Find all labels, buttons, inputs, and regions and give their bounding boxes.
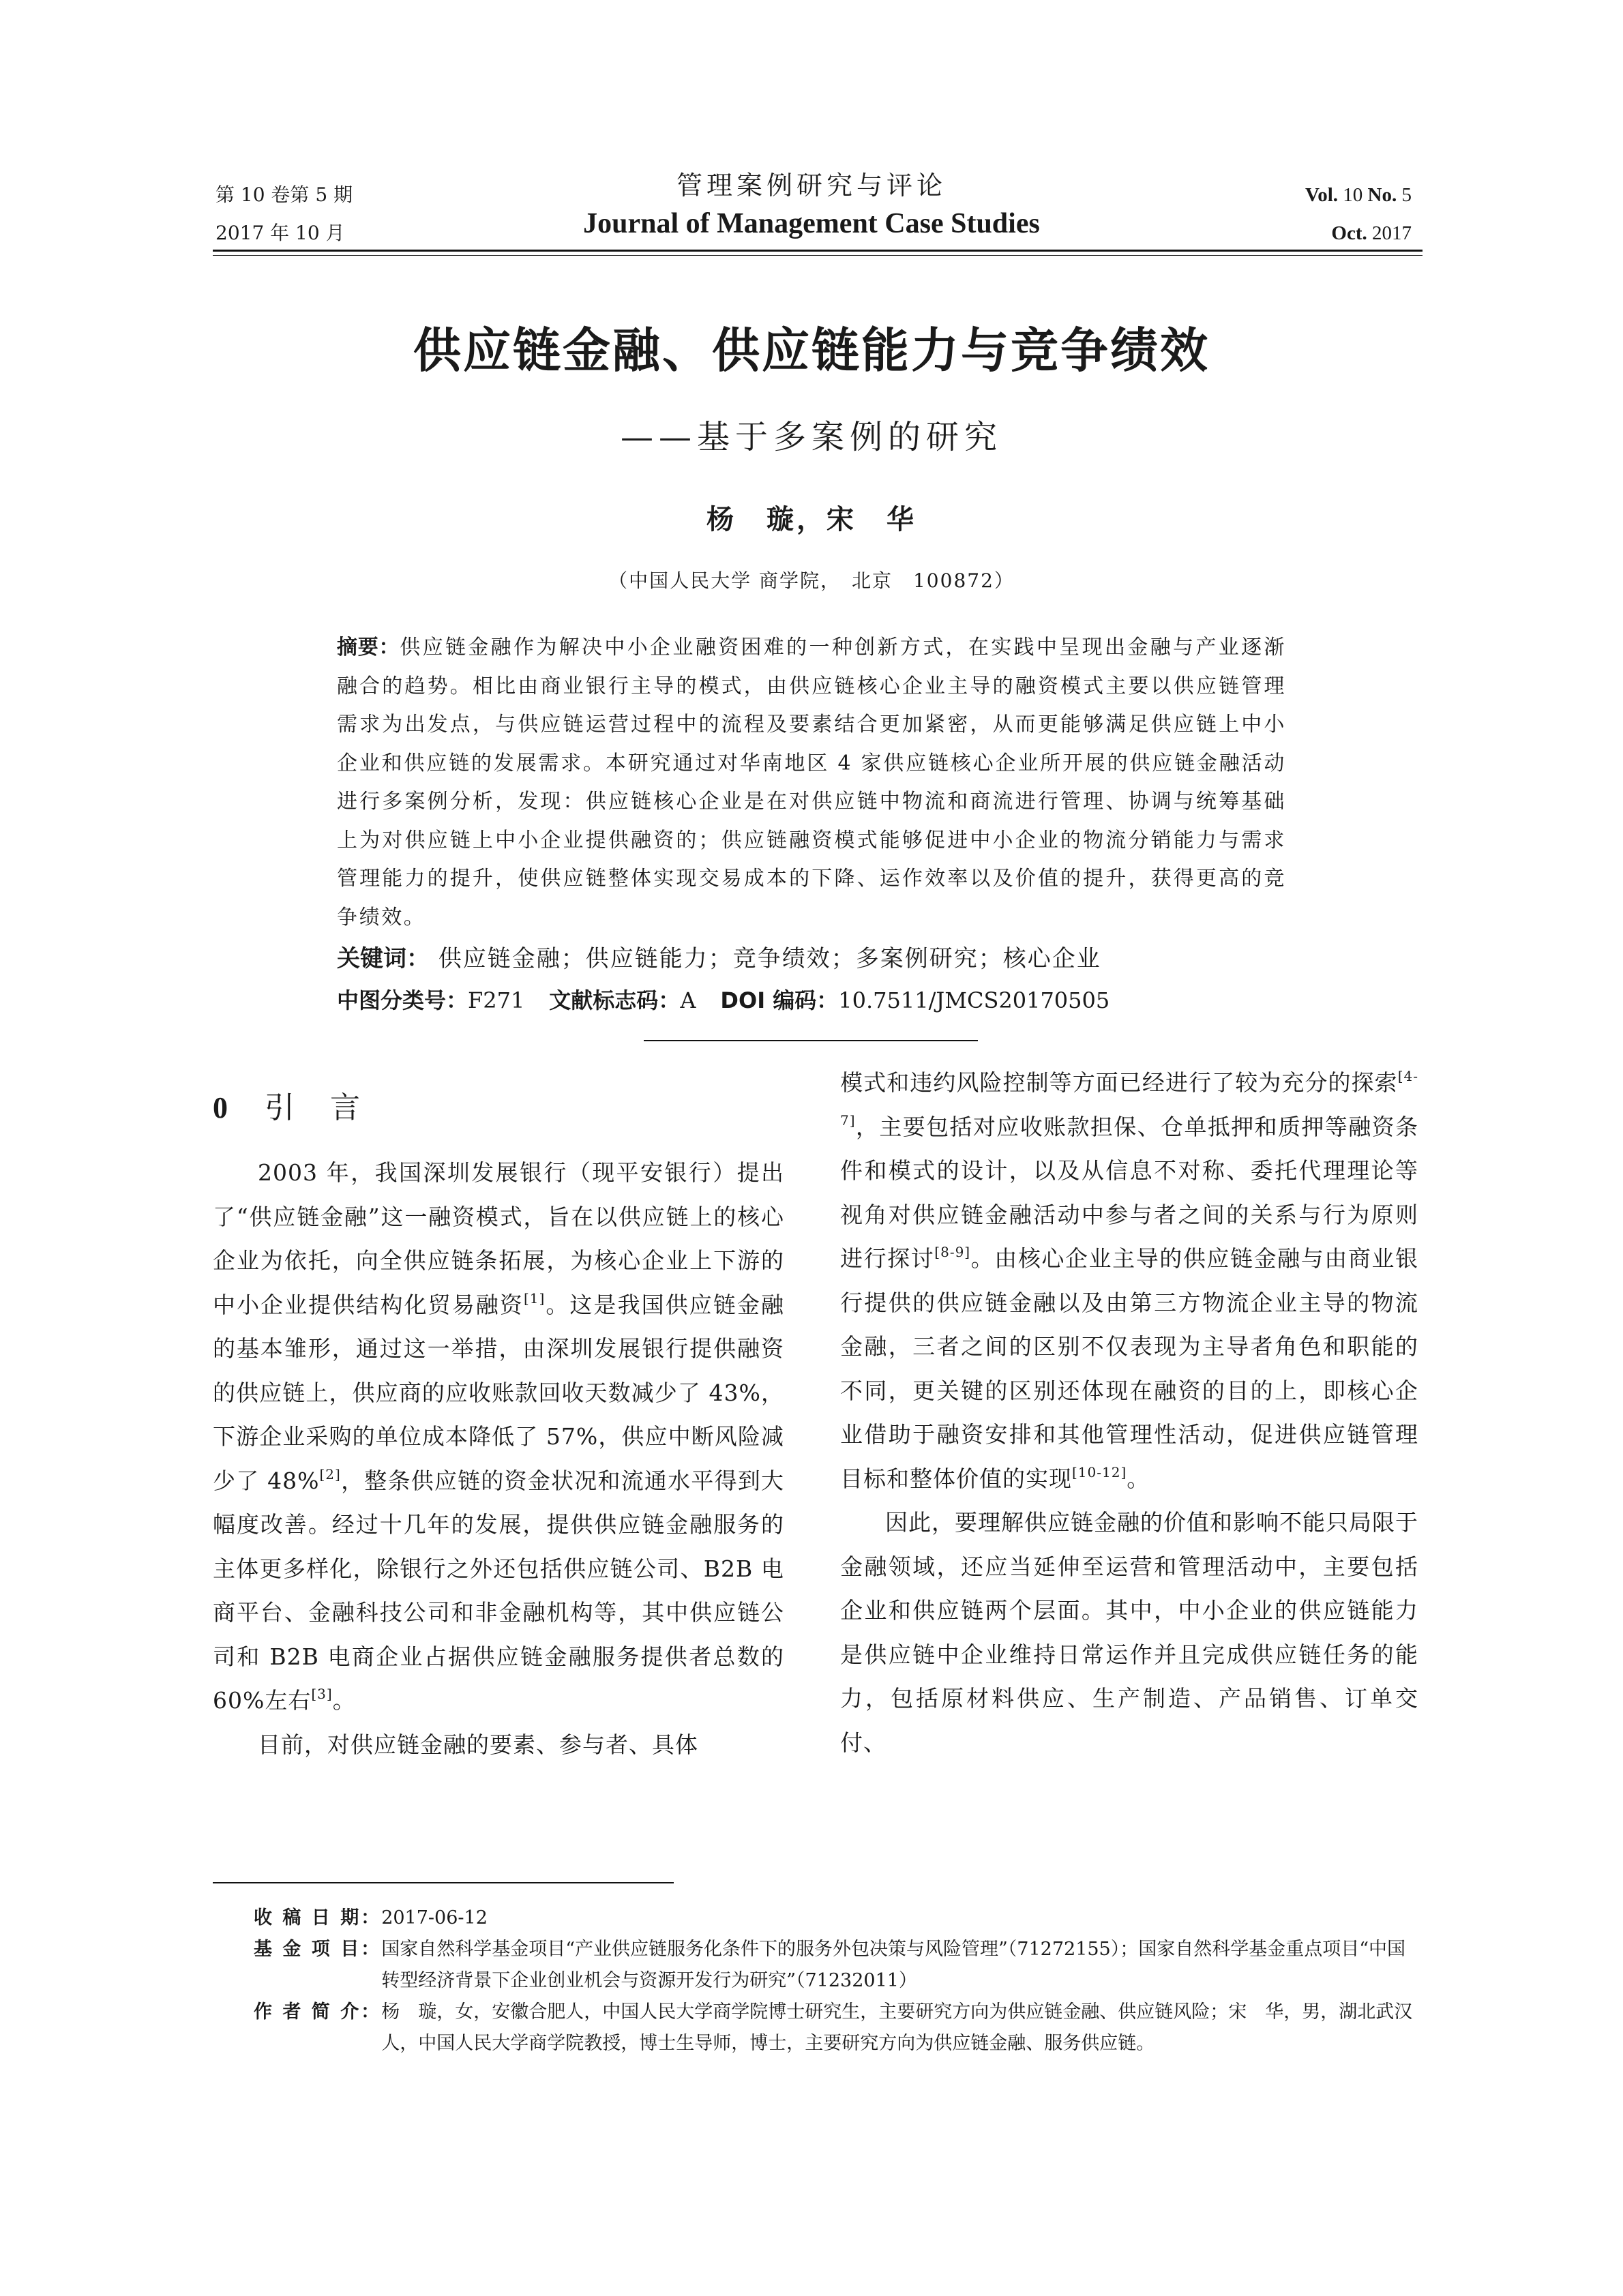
classification-line [337, 983, 1286, 1015]
journal-name-en: Journal of Management Case Studies [583, 208, 1040, 239]
clc-value: F271 [468, 987, 525, 1013]
keywords-text: 供应链金融；供应链能力；竞争绩效；多案例研究；核心企业 [438, 945, 1101, 972]
section-heading [213, 1083, 363, 1127]
doccode-label: 文献标志码： [549, 987, 681, 1013]
vol-number: 10 [1343, 184, 1363, 206]
text-run: 。这是我国供应链金融的基本雏形，通过这一举措，由深圳发展银行提供融资的供应链上，供应商的应收账款回收天数减少了 43%，下游企业采购的单位成本降低了 57%，供应中断风险减少了 48% [213, 1291, 785, 1494]
doi-label: DOI 编码： [720, 987, 839, 1013]
author-bio-label: 作 者 简 介： [254, 2001, 382, 2023]
section-title: 引 言 [265, 1090, 363, 1125]
abstract-divider [644, 1040, 978, 1041]
body-column-left [213, 1151, 784, 1767]
paragraph: 目前，对供应链金融的要素、参与者、具体 [258, 1731, 698, 1758]
footnote-received [254, 1903, 1420, 1934]
citation-ref: [4-7] [840, 1068, 1418, 1129]
text-run: 模式和违约风险控制等方面已经进行了较为充分的探索 [840, 1069, 1398, 1096]
text-run: 。 [1127, 1465, 1150, 1492]
citation-ref: [10-12] [1072, 1463, 1127, 1480]
clc-label: 中图分类号： [337, 987, 468, 1013]
month-en: Oct. [1331, 222, 1367, 244]
vol-label: Vol. [1305, 184, 1339, 206]
date-cn: 2017 年 10 月 [215, 222, 345, 244]
citation-ref: [1] [523, 1289, 546, 1307]
affiliation: （中国人民大学 商学院， 北京 100872） [608, 569, 1015, 592]
fund-text: 国家自然科学基金项目“产业供应链服务化条件下的服务外包决策与风险管理”（71272155）；国家自然科学基金重点项目“中国转型经济背景下企业创业机会与资源开发行为研究”（71232011） [381, 1939, 1406, 1991]
text-run: 。 [332, 1687, 356, 1714]
keywords [337, 940, 1286, 973]
text-run: ，主要包括对应收账款担保、仓单抵押和质押等融资条件和模式的设计，以及从信息不对称、委托代理理论等视角对供应链金融活动中参与者之间的关系与行为原则进行探讨 [840, 1113, 1418, 1272]
volume-issue-cn: 第 10 卷第 5 期 [215, 183, 353, 206]
author-names: 杨 璇，宋 华 [706, 504, 917, 535]
running-header-left [215, 176, 353, 252]
article-title: 供应链金融、供应链能力与竞争绩效 [413, 323, 1210, 378]
date-en [1207, 214, 1412, 252]
year-en: 2017 [1372, 222, 1412, 244]
paragraph [840, 1061, 1418, 1501]
header-rule-thin [213, 255, 1423, 256]
abstract-label: 摘要： [337, 636, 400, 659]
paragraph: 因此，要理解供应链金融的价值和影响不能只局限于金融领域，还应当延伸至运营和管理活动中，主要包括企业和供应链两个层面。其中，中小企业的供应链能力是供应链中企业维持日常运作并且完成供应链任务的能力，包括原材料供应、生产制造、产品销售、订单交付、 [840, 1509, 1418, 1756]
author-bio-text: 杨 璇，女，安徽合肥人，中国人民大学商学院博士研究生，主要研究方向为供应链金融、供应链风险；宋 华，男，湖北武汉人，中国人民大学商学院教授，博士生导师，博士，主要研究方向为供应链金融、服务供应链。 [381, 2001, 1413, 2054]
no-label: No. [1367, 184, 1397, 206]
citation-ref: [8-9] [934, 1244, 971, 1260]
text-run: 2003 年，我国深圳发展银行（现平安银行）提出了“供应链金融”这一融资模式，旨在以供应链上的核心企业为依托，向全供应链条拓展，为核心企业上下游的中小企业提供结构化贸易融资 [213, 1159, 784, 1318]
abstract-text: 供应链金融作为解决中小企业融资困难的一种创新方式，在实践中呈现出金融与产业逐渐融合的趋势。相比由商业银行主导的模式，由供应链核心企业主导的融资模式主要以供应链管理需求为出发点，与供应链运营过程中的流程及要素结合更加紧密，从而更能够满足供应链上中小企业和供应链的发展需求。本研究通过对华南地区 4 家供应链核心企业所开展的供应链金融活动进行多案例分析，发现：供应链核心企业是在对供应链中物流和商流进行管理、协调与统筹基础上为对供应链上中小企业提供融资的；供应链融资模式能够促进中小企业的物流分销能力与需求管理能力的提升，使供应链整体实现交易成本的下降、运作效率以及价值的提升，获得更高的竞争绩效。 [337, 636, 1287, 929]
received-label: 收 稿 日 期： [254, 1907, 382, 1928]
running-header-center [477, 166, 1146, 243]
doi-value: 10.7511/JMCS20170505 [838, 987, 1110, 1013]
text-run: 。由核心企业主导的供应链金融与由商业银行提供的供应链金融以及由第三方物流企业主导的物流金融，三者之间的区别不仅表现为主导者角色和职能的不同，更关键的区别还体现在融资的目的上，即核心企业借助于融资安排和其他管理性活动，促进供应链管理目标和整体价值的实现 [840, 1245, 1419, 1492]
footnote-fund [254, 1934, 1420, 1997]
footnote-author [254, 1997, 1420, 2059]
running-header-right [1207, 176, 1412, 252]
header-rule-thick [213, 250, 1423, 252]
article-subtitle: ——基于多案例的研究 [620, 418, 1002, 456]
section-number: 0 [213, 1091, 230, 1124]
volume-issue-en [1207, 176, 1412, 214]
paragraph [213, 1151, 784, 1723]
doccode-value: A [680, 987, 696, 1013]
text-run: ，整条供应链的资金状况和流通水平得到大幅度改善。经过十几年的发展，提供供应链金融服务的主体更多样化，除银行之外还包括供应链公司、B2B 电商平台、金融科技公司和非金融机构等，其中供应链公司和 B2B 电商企业占据供应链金融服务提供者总数的 60%左右 [213, 1467, 784, 1714]
no-number: 5 [1401, 184, 1412, 206]
body-column-right [840, 1061, 1418, 1765]
citation-ref: [2] [319, 1465, 341, 1482]
abstract [337, 629, 1286, 937]
journal-name-cn: 管理案例研究与评论 [676, 170, 947, 200]
citation-ref: [3] [311, 1686, 333, 1702]
fund-label: 基 金 项 目： [254, 1939, 382, 1960]
keywords-label: 关键词： [337, 945, 430, 972]
received-date: 2017-06-12 [381, 1907, 488, 1928]
footnote-rule [213, 1882, 674, 1883]
footnotes [254, 1903, 1420, 2059]
